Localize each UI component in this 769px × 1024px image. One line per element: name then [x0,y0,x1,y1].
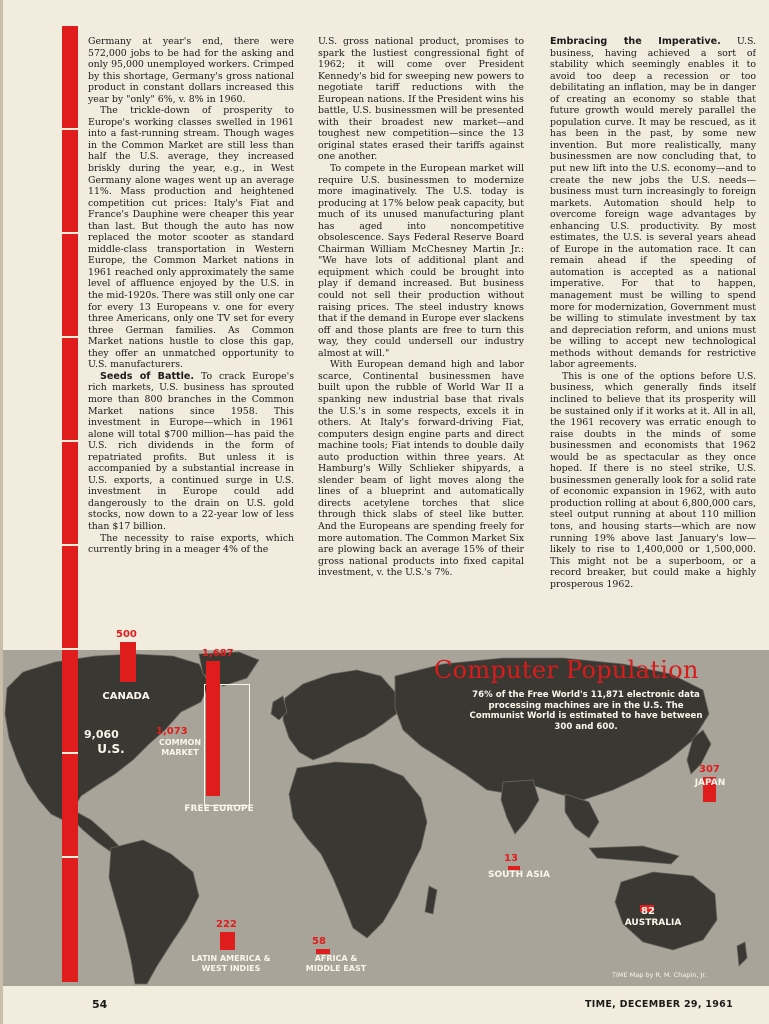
chart-value-label: 1,687 [202,648,234,660]
chart-category-label: AFRICA & MIDDLE EAST [305,954,367,973]
paragraph: To crack Europe's rich markets, U.S. business has sprouted more than 800 branches in the Common Market nations since 1958. This investment in Europe—which in 1961 alone will total $700 million—has paid the U.S. rich dividends in the form of repatriated profits. But unless it is accompanied by a substantial increase in U.S. exports, a continued surge in U.S. investment in Europe could add dangerously to the drain on U.S. gold stocks, now down to a 22-year low of less than $17 billion. [88,370,294,532]
margin-bar [62,26,78,982]
southeast-asia-landmass [565,794,599,838]
paragraph: The necessity to raise exports, which currently bring in a meager 4% of the [88,532,294,556]
indonesia-landmass [589,846,679,864]
article-column-2 [318,36,524,628]
paragraph: U.S. business, having achieved a sort of stability which seemingly enables it to avoid too deep a recession or too debilitating an inflation, may be in danger of creating an economy so stable that future growth would merely parallel the population curve. It may be rescued, as it has been in the past, by some new invention. But more realistically, many businessmen are now concluding that, to put new lift into the U.S. economy—and to create the new jobs the U.S. needs—business must turn increasingly to foreign markets. Automation should help to overcome foreign wage advantages by enhancing U.S. productivity. By most estimates, the U.S. is several years ahead of Europe in the automation race. It can remain ahead if the speeding of automation is accepted as a national imperative. For that to happen, management must be willing to spend more for modernization, Government must be willing to stimulate investment by tax and depreciation reform, and unions must be willing to accept new technological methods without demands for restrictive labor agreements. [550,36,756,371]
australia-landmass [615,872,717,950]
map-title: Computer Population [434,656,699,684]
paragraph: U.S. gross national product, promises to spark the lustiest congressional fight of 1962; it will come over President Kennedy's bid for sweeping new powers to negotiate tariff reductions with the European nations. If the President wins his battle, U.S. businessmen will be presented with their broadest new market—and toughest new competition—since the 13 original states erased their tariffs against one another. [318,36,524,163]
chart-value-label: 500 [116,629,137,640]
paragraph: This is one of the options before U.S. business, which generally finds itself inclined to believe that its prosperity will be sustained only if it works at it. All in all, the 1961 recovery was erratic enough to raise doubts in the minds of some businessmen and economists that 1962 would be as spectacular as they once hoped. If there is no steel strike, U.S. businessmen generally look for a solid rate of economic expansion in 1962, with auto production rolling at about 6,800,000 cars, steel output running at about 110 million tons, and housing starts—which are now running 19% above last January's low—likely to rise to 1,400,000 or 1,500,000. This might not be a superboom, or a record breaker, but could make a highly prosperous 1962. [550,370,756,590]
india-landmass [501,780,539,834]
subheading-embracing-the-imperative: Embracing the Imperative. [550,36,721,47]
chart-value-label: 9,060 [84,728,119,741]
chart-category-label: AUSTRALIA [624,918,682,928]
paragraph: With European demand high and labor scarce, Continental businessmen have built upon the rubble of World War II a spanking new industrial base that rivals the U.S.'s in some respects, excels it in others. At Italy's forward-driving Fiat, computers design engine parts and direct machine tools; Fiat intends to double daily auto production within three years. At Hamburg's Willy Schlieker shipyards, a slender beam of light moves along the lines of a blueprint and automatically directs acetylene torches that slice through thick slabs of steel like butter. And the Europeans are spending freely for more automation. The Common Market Six are plowing back an average 15% of their gross national products into fixed capital investment, v. the U.S.'s 7%. [318,359,524,579]
map-subtitle: 76% of the Free World's 11,871 electronic data processing machines are in the U.S. The Communist World is estimated to have between 300 and 600. [469,690,703,732]
chart-category-label: SOUTH ASIA [487,870,550,880]
africa-landmass [289,762,427,938]
article-column-1 [88,36,294,628]
article-column-3 [550,36,756,628]
chart-value-label: 1,073 [156,726,188,737]
chart-bar-free-europe [206,661,220,796]
new-zealand-landmass [737,942,747,966]
madagascar-landmass [425,886,437,914]
europe-landmass [283,670,399,760]
subheading-seeds-of-battle: Seeds of Battle. [100,370,195,382]
chart-category-label: JAPAN [694,778,726,788]
chart-category-label: LATIN AMERICA & WEST INDIES [191,954,271,973]
chart-value-label: 58 [312,936,326,948]
issue-date: TIME, DECEMBER 29, 1961 [585,999,733,1010]
paragraph: To compete in the European market will require U.S. businessmen to modernize more imaginatively. The U.S. today is producing at 17% below peak capacity, but much of its unused manufacturing plant has aged into noncompetitive obsolescence. Says Federal Reserve Board Chairman William McChesney Martin Jr.: "We have lots of additional plant and equipment which could be brought into play if demand increased. But business could not sell their production without raising prices. The steel industry knows that if the demand in Europe ever slackens off and those plants are free to turn this way, they could undersell our industry almost at will." [318,163,524,359]
chart-category-label: FREE EUROPE [184,804,254,814]
chart-value-label: 13 [504,853,518,864]
chart-category-label: COMMON MARKET [158,738,202,757]
chart-category-label: CANADA [102,691,150,702]
chart-value-label: 222 [216,919,237,931]
paragraph: The trickle-down of prosperity to Europe's working classes swelled in 1961 into a fast-running stream. Though wages in the Common Market are still less than half the U.S. average, they increased briskly during the year, e.g., in West Germany alone wages went up an average 11%. Mass production and heightened competition cut prices: Italy's Fiat and France's Dauphine were cheaper this year than last. But though the auto has now replaced the motor scooter as standard middle-class transportation in Western Europe, the Common Market nations in 1961 reached only approximately the same level of affluence enjoyed by the U.S. in the mid-1920s. There was still only one car for every 13 Europeans v. one for every three Americans, only one TV set for every three German families. As Common Market nations hustle to close this gap, they offer an unmatched opportunity to U.S. manufacturers. [88,105,294,371]
chart-value-label: 82 [641,906,655,918]
paragraph: Germany at year's end, there were 572,000 jobs to be had for the asking and only 95,000 unemployed workers. Crimped by this shortage, Germany's gross national product in constant dollars increased this year by "only" 6%, v. 8% in 1960. [88,36,294,105]
map-credit: TIME Map by R. M. Chapin, Jr. [612,971,707,979]
chart-bar-latin-america-west-indies [220,932,235,950]
central-america-landmass [73,810,119,852]
page-number: 54 [92,998,108,1011]
article-body [88,36,756,628]
chart-value-label: 307 [699,764,720,776]
chart-category-label: U.S. [97,742,125,756]
chart-bar-canada [120,642,136,682]
